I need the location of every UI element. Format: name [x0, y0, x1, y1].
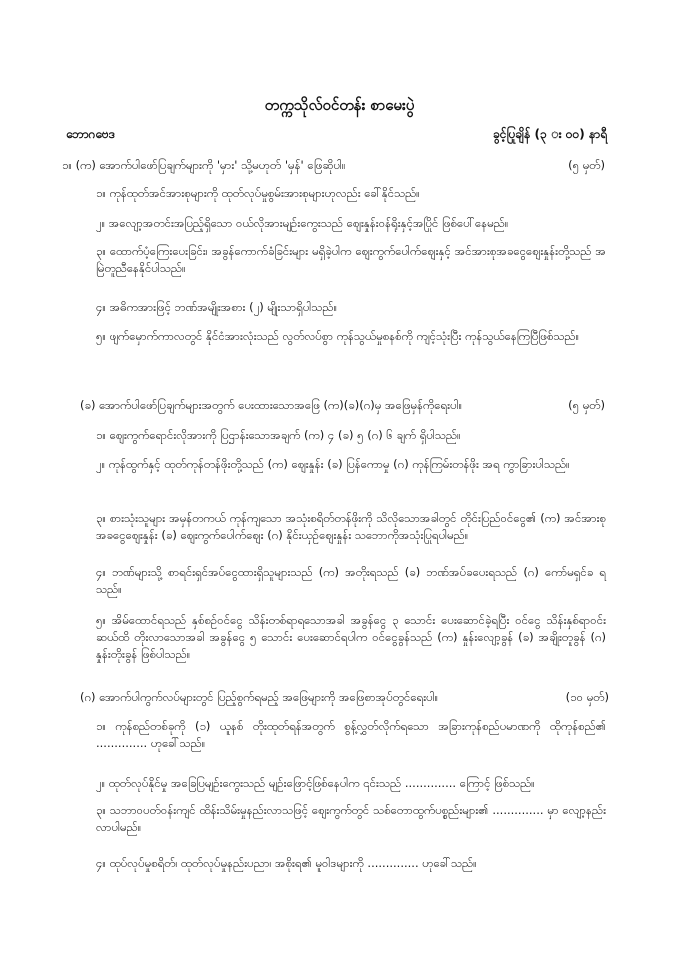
section-b-heading: (ခ) အောက်ပါဖော်ပြချက်များအတွက် ပေးထားသောအဖြေ (က)(ခ)(ဂ)မှ အဖြေမှန်ကိုရေးပါ။	[80, 398, 463, 412]
section-a-heading: ၁။ (က) အောက်ပါဖော်ပြချက်များကို 'မှား' သို့မဟုတ် 'မှန်' ဖြေဆိုပါ။	[62, 158, 346, 172]
question-item: ၅။ အိမ်ထောင်ရသည် နှစ်စဉ်ဝင်ငွေ သိန်းတစ်ရာရသောအခါ အခွန်ငွေ ၃ သောင်း ပေးဆောင်ခဲ့ရပြီး ဝင်ငွေ သိန်းနှစ်ရာဝင်းဆယ်ထိ တိုးလာသောအခါ အခွန်ငွေ ၅ သောင်း ပေးဆောင်ရပါက ဝင်ငွေခွန်သည် (က) နှုန်းလျော့ခွန် (ခ) အချိုးတူခွန် (ဂ) နှုန်းတိုးခွန် ဖြစ်ပါသည်။	[96, 613, 606, 661]
question-item: ၃။ ထောက်ပံ့ကြေးပေးခြင်း၊ အခွန်ကောက်ခံခြင်းများ မရှိခဲ့ပါက ဈေးကွက်ပေါက်ဈေးနှင့် အင်အားစုအခငွေဈေးနှုန်းတို့သည် အမြဲတူညီနေနိုင်ပါသည်။	[96, 244, 606, 275]
question-item: ၂။ ထုတ်လုပ်နိုင်မှု အခြေပြမျဉ်းကွေးသည် မျဉ်းဖြောင့်ဖြစ်နေပါက ၎င်းသည် .............. ကြောင့် ဖြစ်သည်။	[96, 776, 535, 790]
question-item: ၁။ ကုန်စည်တစ်ခုကို (၁) ယူနစ် တိုးထုတ်ရန်အတွက် စွန့်လွှတ်လိုက်ရသော အခြားကုန်စည်ပမာဏကို ထိုကုန်စည်၏ .............. ဟုခေါ်သည်။	[96, 719, 606, 750]
section-a-marks: (၅ မှတ်)	[568, 158, 605, 172]
question-item: ၂။ ကုန်ထွက်နှင့် ထုတ်ကုန်တန်ဖိုးတို့သည် (က) ဈေးနှုန်း (ခ) ပြန်ကောမှု (ဂ) ကုန်ကြမ်းတန်ဖိုး အရ ကွာခြားပါသည်။	[96, 457, 570, 471]
page-title: တက္ကသိုလ်ဝင်တန်း စာမေးပွဲ	[264, 96, 415, 114]
subject-label: ဘောဂဗေဒ	[66, 127, 116, 141]
question-item: ၅။ ဖျက်မှောက်ကာလတွင် နိုင်ငံအားလုံးသည် လွတ်လပ်စွာ ကုန်သွယ်မှုစနစ်ကို ကျင့်သုံးပြီး ကုန်သွယ်နေကြပြီဖြစ်သည်။	[96, 329, 580, 343]
question-item: ၃။ သဘာဝပတ်ဝန်းကျင် ထိန်းသိမ်းမှုနည်းလာသဖြင့် ဈေးကွက်တွင် သစ်တောထွက်ပစ္စည်းများ၏ .............. မှာ လျော့နည်းလာပါမည်။	[96, 803, 606, 834]
question-item: ၄။ အဓိကအားဖြင့် ဘဏ်အမျိုးအစား (၂) မျိုးသာရှိပါသည်။	[96, 300, 338, 314]
question-item: ၃။ စားသုံးသူများ အမှန်တကယ် ကုန်ကျသော အသုံးစရိတ်တန်ဖိုးကို သိလိုသောအခါတွင် တိုင်းပြည်ဝင်ငွေ၏ (က) အင်အားစုအခငွေဈေးနှုန်း (ခ) ဈေးကွက်ပေါက်ဈေး (ဂ) နိုင်းယှဉ်ဈေးနှုန်း သဘောကိုအသုံးပြုရပါမည်။	[96, 511, 606, 542]
time-allowed: ခွင့်ပြုချိန် (၃ း ၀၀) နာရီ	[493, 127, 607, 141]
question-item: ၄။ ဘဏ်များသို့ စာရင်းရှင်အပ်ငွေထားရှိသူများသည် (က) အတိုးရသည် (ခ) ဘဏ်အပ်ခပေးရသည် (ဂ) ကော်မရှင်ခ ရသည်။	[96, 565, 606, 596]
question-item: ၂။ အလျော့အတင်းအပြည့်ရှိသော ဝယ်လိုအားမျဉ်းကွေးသည် ဈေးနှုန်းဝန်ရိုးနှင့်အပြိုင် ဖြစ်ပေါ်နေမည်။	[96, 216, 509, 230]
question-item: ၁။ ဈေးကွက်ရောင်းလိုအားကို ပြဌာန်းသောအချက် (က) ၄ (ခ) ၅ (ဂ) ၆ ချက် ရှိပါသည်။	[96, 428, 461, 442]
question-item: ၁။ ကုန်ထုတ်အင်အားစုများကို ထုတ်လုပ်မှုစွမ်းအားစုများဟုလည်း ခေါ်နိုင်သည်။	[96, 186, 420, 200]
section-c-marks: (၁၀ မှတ်)	[565, 690, 609, 704]
question-item: ၄။ ထုပ်လုပ်မှုစရိတ်၊ ထုတ်လုပ်မှုနည်းပညာ၊ အစိုးရ၏ မူဝါဒများကို .............. ဟုခေါ်သည်။	[96, 856, 477, 870]
section-b-marks: (၅ မှတ်)	[568, 398, 605, 412]
section-c-heading: (ဂ) အောက်ပါကွက်လပ်များတွင် ပြည့်စွက်ရမည့် အဖြေများကို အဖြေစာအုပ်တွင်ရေးပါ။	[80, 690, 439, 704]
